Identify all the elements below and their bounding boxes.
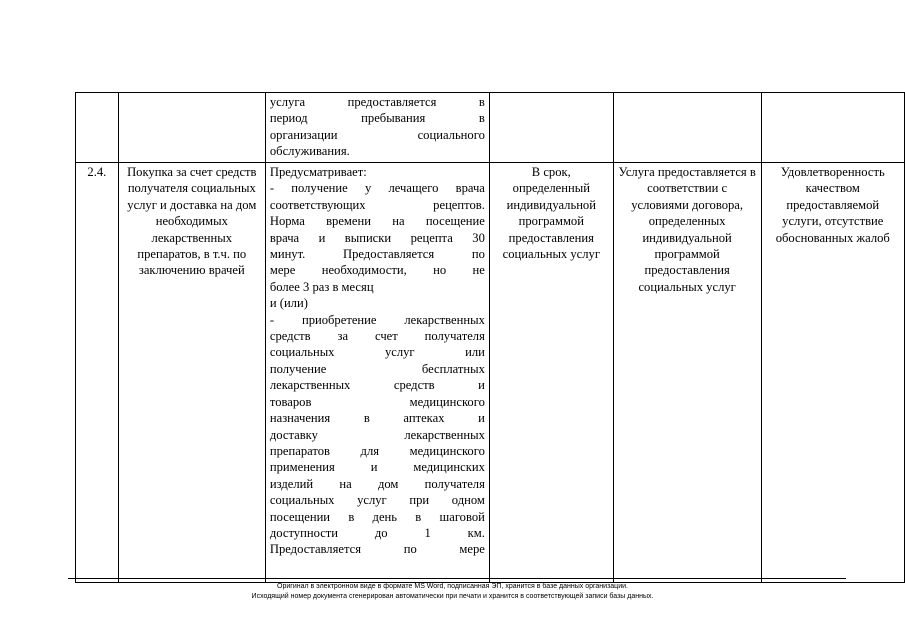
content-line: более 3 раз в месяц [269,279,374,294]
content-line: - приобретение лекарственных [269,312,485,327]
content-line: лекарственных средств и [269,378,485,393]
content-line: применения и медицинских [269,460,485,475]
content-line: социальных услуг или [269,345,485,360]
table-row-2-4 [76,163,905,583]
content-line: Норма времени на посещение [269,214,485,229]
content-line: назначения в аптеках и [269,411,485,426]
content-line: Предусматривает: [269,165,367,179]
content-line: и (или) [269,296,308,311]
content-line: врача и выписки рецепта 30 [269,230,485,245]
content-line: Предоставляется по мере [269,542,485,557]
cell-service-content [265,93,489,163]
content-line: товаров медицинского [269,394,485,409]
content-line: организации социального [269,127,485,142]
cell-service-name: Покупка за счет средств получателя социальных услуг и доставка на дом необходимых лекарственных препаратов, в т.ч. по заключению врачей [118,163,265,583]
table-row-continuation [76,93,905,163]
cell-quality-indicators: Удовлетворенность качеством предоставляемой услуги, отсутствие обоснованных жалоб [761,163,904,583]
cell-conditions [613,93,761,163]
cell-quality-indicators [761,93,904,163]
cell-number [76,93,119,163]
content-line: изделий на дом получателя [269,476,485,491]
content-line: - получение у лечащего врача [269,181,485,196]
content-line: период пребывания в [269,111,485,126]
cell-number: 2.4. [76,163,119,583]
cell-service-name [118,93,265,163]
content-line: услуга предоставляется в [269,95,485,109]
footer-divider [68,578,846,579]
footer-note-original: Оригинал в электронном виде в формате MS Word, подписанная ЭП, хранится в базе данных организации. [277,583,628,590]
cell-service-content [265,163,489,583]
content-line: посещении в день в шаговой [269,509,485,524]
content-line: обслуживания. [269,144,350,159]
content-line: минут. Предоставляется по [269,247,485,262]
cell-timing [489,93,613,163]
content-line: соответствующих рецептов. [269,197,485,212]
cell-conditions: Услуга предоставляется в соответствии с условиями договора, определенных индивидуальной программой предоставления социальных услуг [613,163,761,583]
content-line: получение бесплатных [269,361,485,376]
footer-note-outgoing-number: Исходящий номер документа сгенерирован автоматически при печати и хранится в соответствующей записи базы данных. [251,593,654,600]
cell-timing: В срок, определенный индивидуальной программой предоставления социальных услуг [489,163,613,583]
content-line: средств за счет получателя [269,329,485,344]
content-line: мере необходимости, но не [269,263,485,278]
services-table [75,92,905,583]
content-line: доставку лекарственных [269,427,485,442]
content-line: доступности до 1 км. [269,525,485,540]
content-line: социальных услуг при одном [269,493,485,508]
content-line: препаратов для медицинского [269,443,485,458]
